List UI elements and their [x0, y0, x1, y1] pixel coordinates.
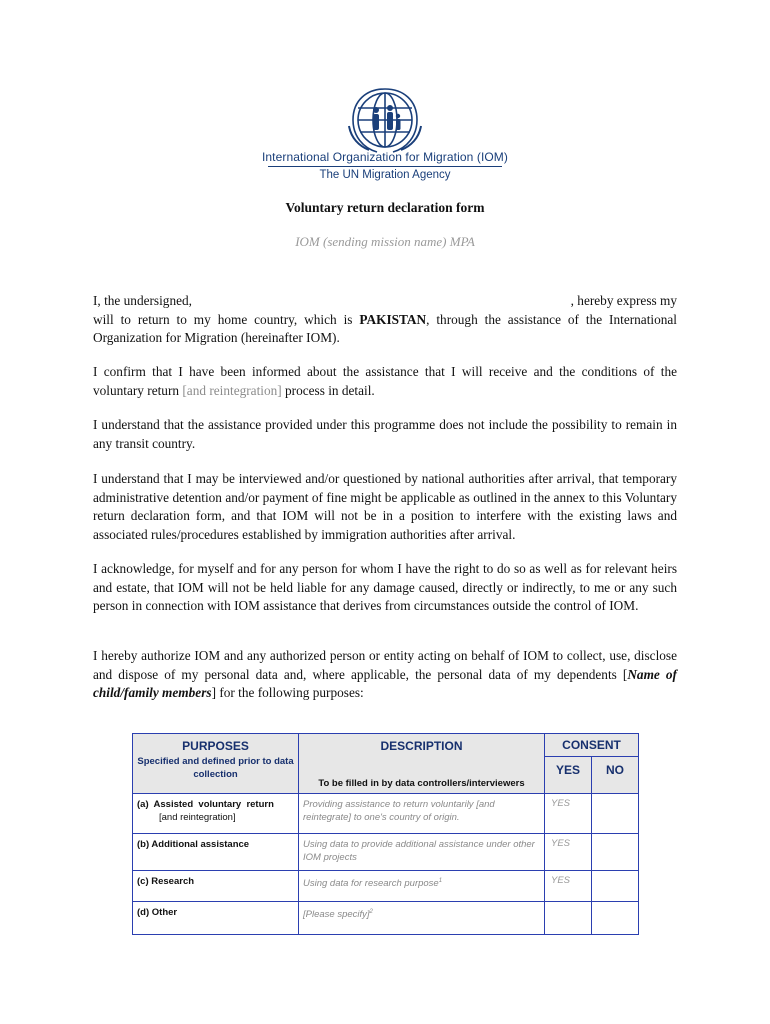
form-subtitle: IOM (sending mission name) MPA: [295, 234, 475, 249]
consent-yes-cell[interactable]: YES: [545, 871, 592, 902]
header-no: NO: [592, 757, 639, 794]
confirm-text-b: process in detail.: [285, 382, 375, 398]
footnote-marker: 1: [438, 878, 443, 884]
confirm-gray-text: [and reintegration]: [182, 382, 282, 398]
undersigned-tail: , hereby express my: [570, 293, 677, 308]
purpose-a-sublabel: [and reintegration]: [159, 812, 236, 823]
consent-no-cell[interactable]: [592, 902, 639, 935]
undersigned-lead: I, the undersigned,: [93, 293, 192, 308]
table-row: [133, 871, 639, 902]
paragraph-transit: I understand that the assistance provided under this programme does not include the possibility to remain in any transit country.: [93, 417, 677, 451]
description-subheading: To be filled in by data controllers/interviewers: [318, 778, 525, 789]
form-title: Voluntary return declaration form: [285, 200, 485, 215]
consent-no-cell[interactable]: [592, 834, 639, 871]
table-row: [133, 902, 639, 935]
org-tagline: The UN Migration Agency: [319, 169, 451, 181]
description-heading: DESCRIPTION: [380, 739, 463, 753]
header-yes: YES: [545, 757, 592, 794]
purpose-cell: (d) Other: [133, 902, 299, 935]
consent-no-cell[interactable]: [592, 871, 639, 902]
paragraph-interview: I understand that I may be interviewed and/or questioned by national authorities after arrival, that temporary administrative detention and/or payment of fine might be applicable as outlined in the annex to this Voluntary return declaration form, and that IOM will not be in a position to interfere with the existing laws and associated rules/procedures established by immigration authorities after arrival.: [93, 471, 677, 542]
consent-table: [132, 733, 639, 935]
consent-yes-cell[interactable]: YES: [545, 794, 592, 834]
purpose-cell: (b) Additional assistance: [133, 834, 299, 871]
undersigned-text-b: , through the assistance of the International Organization for Migration (hereinafter IOM).: [93, 311, 677, 345]
description-cell: Providing assistance to return voluntarily [and reintegrate] to one's country of origin.: [299, 794, 545, 834]
consent-yes-cell[interactable]: YES: [545, 834, 592, 871]
purpose-cell: (c) Research: [133, 871, 299, 902]
country-name: PAKISTAN: [359, 311, 427, 327]
header-purposes: [133, 734, 299, 794]
description-text: [Please specify]: [303, 909, 370, 921]
org-name: International Organization for Migration (IOM): [261, 150, 509, 164]
footnote-marker: 2: [369, 909, 373, 915]
paragraph-liability: I acknowledge, for myself and for any person for whom I have the right to do so as well as for relevant heirs and estate, that IOM will not be held liable for any damage caused, directly or indirectly, to me or any such person in connection with IOM assistance that derives from circumstances outside the control of IOM.: [93, 561, 677, 613]
logo-divider: [268, 166, 502, 167]
purposes-subheading: Specified and defined prior to data collection: [137, 756, 294, 780]
description-cell: [299, 871, 545, 902]
iom-globe-icon: [345, 86, 425, 154]
description-text: Using data for research purpose: [303, 878, 439, 890]
paragraph-authorize: [93, 647, 677, 703]
family-members-placeholder: Name of child/family members: [93, 666, 677, 700]
paragraph-undersigned: [93, 292, 677, 348]
authorize-text-a: I hereby authorize IOM and any authorized person or entity acting on behalf of IOM to collect, use, disclose and dispose of my personal data and, where applicable, the personal data of my dependents [: [93, 648, 677, 682]
header-consent: CONSENT: [545, 734, 639, 757]
consent-no-cell[interactable]: [592, 794, 639, 834]
table-row: [133, 794, 639, 834]
paragraph-confirm: [93, 363, 677, 400]
purpose-a-label: (a) Assisted voluntary return: [137, 799, 274, 810]
header-description: [299, 734, 545, 794]
authorize-text-b: ] for the following purposes:: [211, 685, 364, 700]
confirm-text-a: I confirm that I have been informed about the assistance that I will receive and the conditions of the voluntary return: [93, 364, 677, 398]
purpose-cell: [133, 794, 299, 834]
purposes-heading: PURPOSES: [182, 739, 249, 753]
consent-yes-cell[interactable]: [545, 902, 592, 935]
description-cell: [299, 902, 545, 935]
description-cell: Using data to provide additional assistance under other IOM projects: [299, 834, 545, 871]
table-row: [133, 834, 639, 871]
undersigned-text-a: will to return to my home country, which is: [93, 311, 353, 327]
